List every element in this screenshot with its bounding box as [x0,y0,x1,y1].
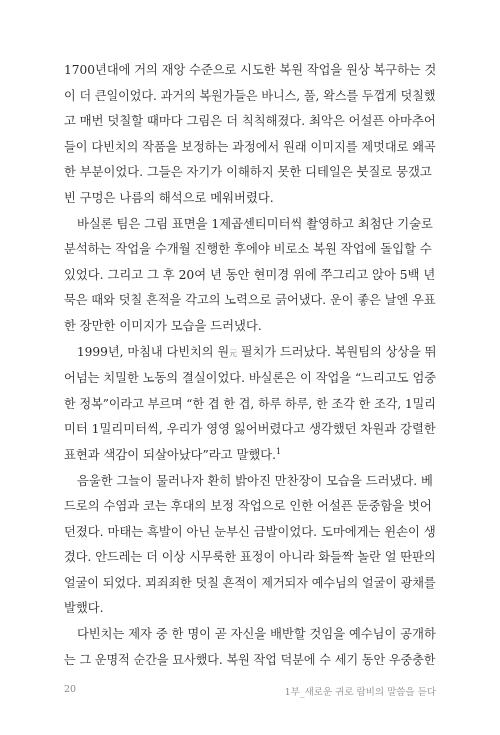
text-fragment: 필치가 드러났다. 복원팀의 상상을 뛰 [236,344,437,359]
text-line: 한 정복”이라고 부르며 “한 겹 한 겹, 하루 하루, 한 조각 한 조각, 1밀리 [64,396,436,411]
text-line: 1700년대에 거의 재앙 수준으로 시도한 복원 작업을 원상 복구하는 것 [64,63,437,77]
running-header: 1부_새로운 귀로 랍비의 말씀을 듣다 [284,687,436,698]
text-line [64,340,437,367]
text-line: 미터 1밀리미터씩, 우리가 영영 잃어버렸다고 생각했던 차원과 강렬한 [64,422,436,437]
text-line: 있었다. 그리고 그 후 20여 년 동안 현미경 위에 쭈그리고 앉아 5백 년 [64,267,436,282]
text-line: 바실론 팀은 그림 표면을 1제곱센티미터씩 촬영하고 최첨단 기술로 [77,216,433,231]
paragraph-2 [64,212,436,340]
text-line: 드로의 수염과 코는 후대의 보정 작업으로 인한 어설픈 둔중함을 벗어 [64,499,432,514]
text-line: 던졌다. 마태는 흑발이 아닌 눈부신 금발이었다. 도마에게는 윈손이 생 [64,524,436,539]
body-text [64,58,436,673]
text-line: 들이 다빈치의 작품을 보정하는 과정에서 원래 이미지를 제멋대로 왜곡 [64,139,436,154]
text-line: 얼굴이 되었다. 꾀죄죄한 덧칠 흔적이 제거되자 예수님의 얼굴이 광채를 [64,575,436,590]
text-line: 빈 구멍은 나름의 해석으로 메워버렸다. [64,190,274,205]
text-line: 다빈치는 제자 중 한 명이 곧 자신을 배반할 것임을 예수님이 공개하 [76,627,436,642]
text-line: 고 매번 덧칠할 때마다 그림은 더 칙칙해졌다. 최악은 어설픈 아마추어 [64,114,436,129]
text-fragment: 표현과 색감이 되살아났다”라고 말했다. [64,447,276,462]
paragraph-4 [64,469,436,623]
paragraph-1 [64,58,436,212]
text-line: 발했다. [64,601,104,616]
hanja-annotation: 元 [229,348,237,358]
text-fragment: 1999년, 마침내 다빈치의 원 [76,344,230,359]
text-line: 묵은 때와 덧칠 흔적을 각고의 노력으로 긁어냈다. 운이 좋은 날엔 우표 [64,293,436,308]
page-number: 20 [64,684,77,695]
paragraph-3 [64,340,436,469]
text-line: 이 더 큰일이었다. 과거의 복원가들은 바니스, 풀, 왁스를 두껍게 덧칠했 [64,88,436,103]
text-line: 분석하는 작업을 수개월 진행한 후에야 비로소 복원 작업에 돌입할 수 [64,242,432,257]
text-line: 겼다. 안드레는 더 이상 시무룩한 표정이 아니라 화들짝 놀란 얼 딴판의 [64,550,436,565]
text-line: 어넘는 치밀한 노동의 결실이었다. 바실론은 이 작업을 “느리고도 엄중 [64,371,437,386]
text-line [64,443,436,469]
paragraph-5 [64,622,436,673]
text-line: 는 그 운명적 순간을 묘사했다. 복원 작업 덕분에 수 세기 동안 우중충한 [64,652,436,667]
text-line: 한 부분이었다. 그들은 자기가 이해하지 못한 디테일은 붓질로 뭉갰고 [64,165,432,180]
footnote-marker: 1 [275,446,282,456]
text-line: 음울한 그늘이 물러나자 환히 밝아진 만찬장이 모습을 드러냈다. 베 [77,473,433,488]
text-line: 한 장만한 이미지가 모습을 드러냈다. [64,318,262,333]
